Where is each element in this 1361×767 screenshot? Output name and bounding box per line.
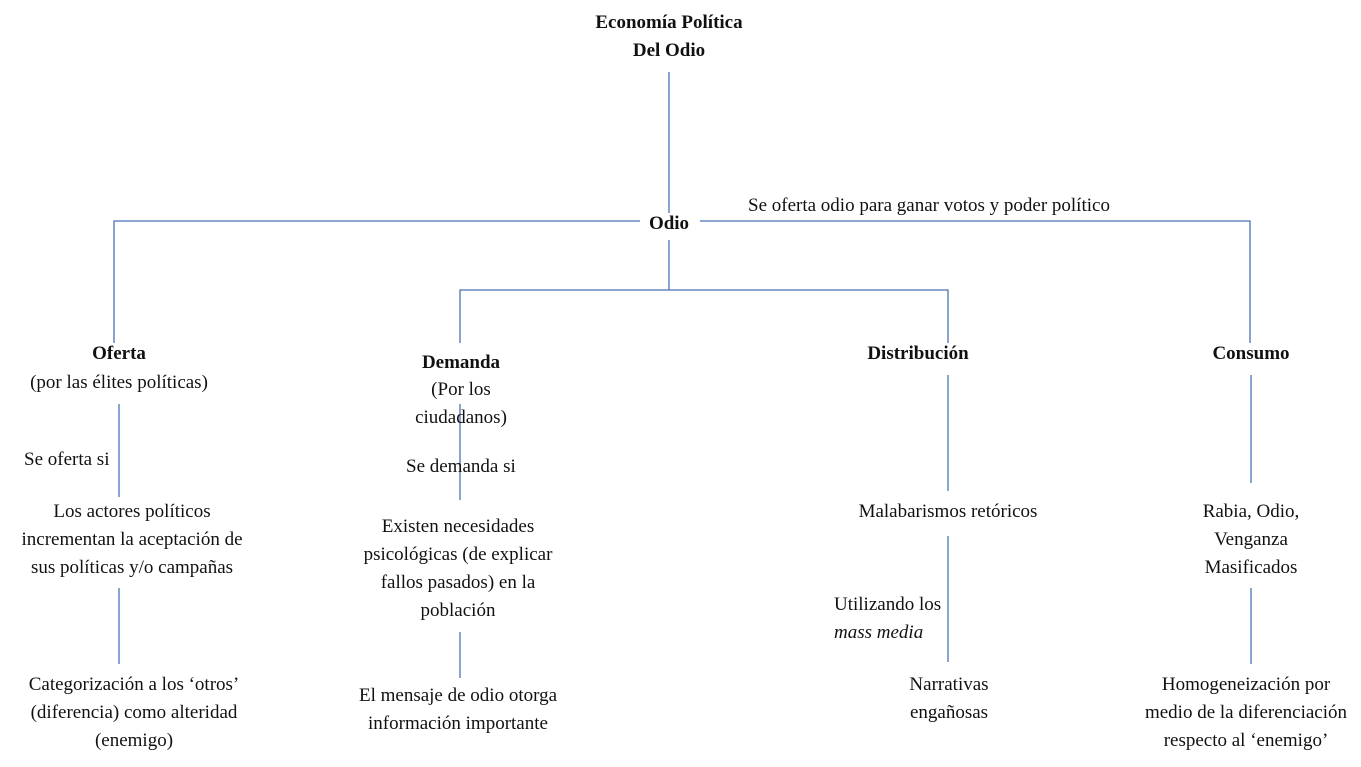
distribucion-title: Distribución (867, 343, 969, 364)
oferta-box-1 (2, 498, 262, 582)
consumo-box-1-line: Venganza (1214, 529, 1288, 550)
demanda-box-1-line: Existen necesidades (381, 516, 535, 537)
branch-to-demanda-line (460, 290, 669, 343)
consumo-title: Consumo (1212, 343, 1290, 364)
consumo-box-1 (1171, 498, 1331, 582)
oferta-box-1-line: sus políticas y/o campañas (30, 557, 234, 578)
demanda-subtitle-line: ciudadanos) (415, 407, 507, 428)
demanda-title: Demanda (421, 352, 501, 373)
consumo-box-2-line: medio de la diferenciación (1144, 702, 1348, 723)
title-line-1: Economía Política (595, 12, 743, 33)
demanda-subtitle (381, 376, 541, 432)
oferta-subtitle: (por las élites políticas) (30, 372, 208, 393)
distribucion-condition (834, 591, 994, 647)
distribucion-condition-line: mass media (834, 622, 924, 643)
distribucion-condition-line: Utilizando los (834, 594, 942, 615)
consumo-box-2-line: Homogeneización por (1161, 674, 1331, 695)
consumo-box-1-line: Rabia, Odio, (1202, 501, 1300, 522)
oferta-box-2-line: (diferencia) como alteridad (30, 702, 238, 723)
consumo-box-2-line: respecto al ‘enemigo’ (1163, 730, 1329, 751)
demanda-condition: Se demanda si (406, 456, 516, 477)
demanda-box-1-line: psicológicas (de explicar (363, 544, 553, 565)
demanda-box-2 (338, 682, 578, 738)
distribucion-box-2 (889, 671, 1009, 727)
distribucion-box-2-line: Narrativas (909, 674, 989, 695)
distribucion-box-1: Malabarismos retóricos (858, 501, 1038, 522)
oferta-title: Oferta (92, 343, 146, 364)
demanda-box-2-line: información importante (368, 713, 548, 734)
consumo-box-1-line: Masificados (1204, 557, 1298, 578)
demanda-subtitle-line: (Por los (431, 379, 491, 400)
oferta-condition: Se oferta si (24, 449, 110, 470)
oferta-box-2-line: (enemigo) (94, 730, 174, 751)
center-annotation: Se oferta odio para ganar votos y poder político (748, 195, 1110, 216)
demanda-box-1-line: fallos pasados) en la (380, 572, 536, 593)
demanda-box-1 (338, 513, 578, 625)
title-line-2: Del Odio (632, 40, 706, 61)
consumo-box-2 (1134, 671, 1358, 755)
distribucion-box-2-line: engañosas (909, 702, 989, 723)
diagram-title (569, 9, 769, 65)
demanda-box-1-line: población (420, 600, 496, 621)
center-node: Odio (648, 213, 690, 234)
oferta-box-1-line: incrementan la aceptación de (21, 529, 243, 550)
oferta-box-1-line: Los actores políticos (53, 501, 211, 522)
oferta-box-2 (4, 671, 264, 755)
branch-to-distribucion-line (669, 290, 948, 343)
demanda-box-2-line: El mensaje de odio otorga (358, 685, 558, 706)
oferta-box-2-line: Categorización a los ‘otros’ (28, 674, 240, 695)
odio-to-oferta-line (114, 221, 640, 343)
odio-to-consumo-line (700, 221, 1250, 343)
